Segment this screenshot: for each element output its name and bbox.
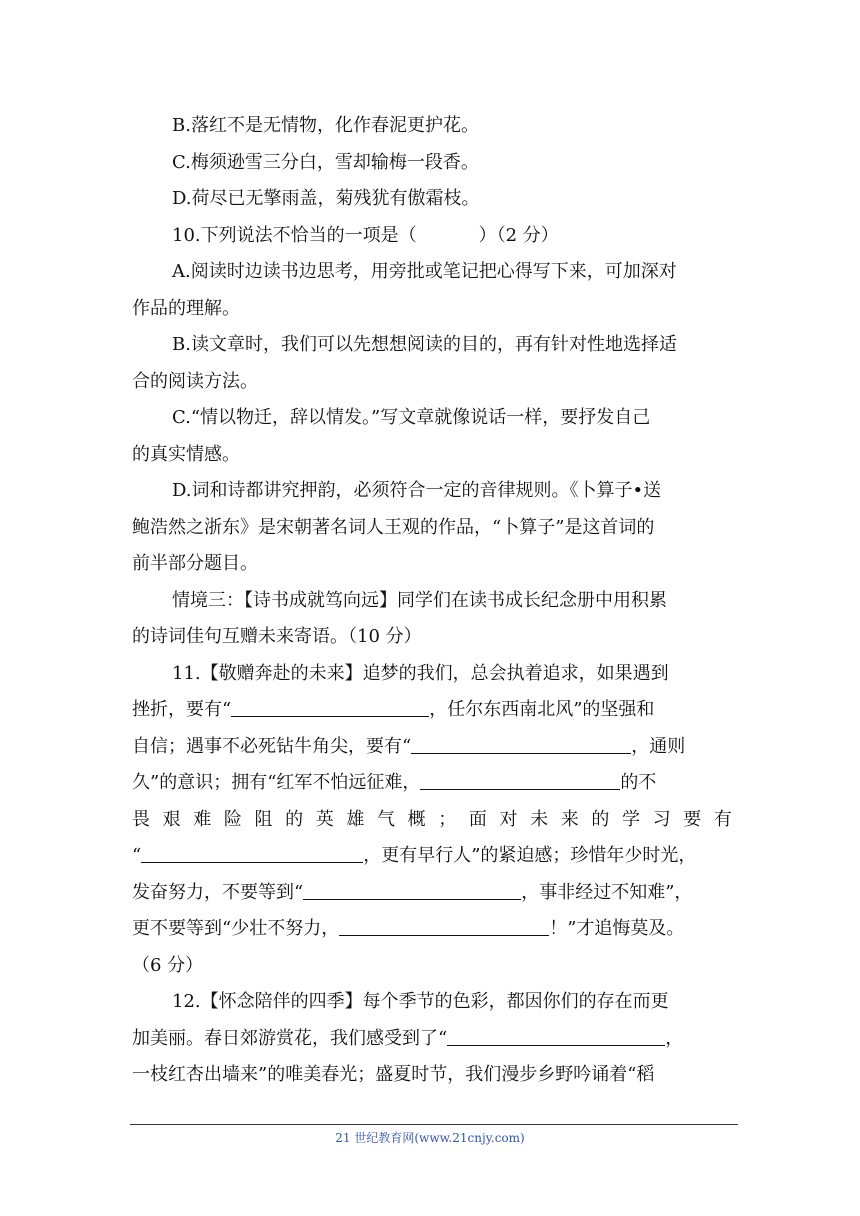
q11-line5-char: 有 (713, 808, 732, 830)
q11-line8 (132, 911, 732, 948)
q10-option-b-line2: 合的阅读方法。 (132, 370, 258, 392)
q11-line5 (132, 802, 732, 839)
q11-blank-2[interactable] (411, 731, 631, 754)
q11-line5-char: 气 (377, 808, 395, 830)
q11-line6-text-b: ，更有早行人”的紧迫感；珍惜年少时光， (363, 845, 697, 866)
scenario3-line1: 情境三：【诗书成就笃向远】同学们在读书成长纪念册中用积累 (172, 589, 667, 611)
q11-line8-text-b: ！”才追悔莫及。 (549, 918, 685, 939)
q12-line2-text-b: ， (665, 1027, 684, 1049)
q12-line2-text-a: 加美丽。春日郊游赏花，我们感受到了“ (132, 1027, 448, 1049)
q10-option-a-line2: 作品的理解。 (132, 297, 240, 319)
scenario3-line2: 的诗词佳句互赠未来寄语。（10 分） (132, 626, 422, 647)
q11-line5-char: 艰 (162, 808, 181, 830)
q10-option-d-line1: D.词和诗都讲究押韵，必须符合一定的音律规则。《卜算子•送 (172, 480, 662, 501)
q11-line8-text-a: 更不要等到“少壮不努力， (132, 918, 340, 939)
q12-blank-1[interactable] (447, 1023, 665, 1046)
q10-option-d-line2: 鲍浩然之浙东》是宋朝著名词人王观的作品，“卜算子”是这首词的 (132, 516, 655, 538)
q11-line4-text-b: 的不 (620, 772, 657, 793)
q11-line5-char: 的 (285, 808, 304, 830)
q11-line5-char: 英 (315, 808, 334, 830)
q9-option-b: B.落红不是无情物，化作春泥更护花。 (172, 115, 479, 136)
q11-blank-1[interactable] (231, 694, 429, 717)
q10-stem (132, 218, 732, 255)
q11-blank-4[interactable] (141, 840, 363, 863)
q11-line5-char: ； (438, 808, 457, 830)
q9-option-c: C.梅须逊雪三分白，雪却输梅一段香。 (172, 151, 479, 173)
q11-line6-text-a: “ (132, 845, 142, 866)
q11-line3-text-b: ，通则 (631, 735, 686, 757)
q11-blank-3[interactable] (420, 767, 620, 790)
q11-line6 (132, 838, 732, 875)
q11-blank-5[interactable] (303, 877, 521, 900)
q12-line2 (132, 1021, 732, 1058)
q11-line5-char: 未 (530, 808, 549, 830)
footer-source: 21 世纪教育网(www.21cnjy.com) (335, 1131, 525, 1145)
q11-line5-char: 雄 (346, 808, 365, 830)
q11-line4 (132, 765, 732, 802)
q11-line7-text-a: 发奋努力，不要等到“ (132, 881, 304, 903)
q10-option-d-line3: 前半部分题目。 (132, 553, 258, 574)
q11-line5-char: 畏 (132, 808, 150, 830)
q10-stem-text: 10.下列说法不恰当的一项是（ (172, 224, 417, 246)
q10-option-c-line2: 的真实情感。 (132, 443, 240, 465)
q11-line1: 11.【敬赠奔赴的未来】追梦的我们，总会执着追求，如果遇到 (172, 662, 669, 684)
q11-line5-char: 习 (652, 808, 671, 830)
q11-blank-6[interactable] (339, 913, 549, 936)
q11-score: （6 分） (132, 954, 204, 976)
q11-line2-text-a: 挫折，要有“ (132, 699, 232, 720)
q12-line3: 一枝红杏出墙来”的唯美春光；盛夏时节，我们漫步乡野吟诵着“稻 (132, 1064, 655, 1085)
q11-line2-text-b: ，任尔东西南北风”的坚强和 (429, 699, 655, 720)
q11-line7 (132, 875, 732, 912)
q11-line5-char: 来 (560, 808, 579, 830)
q11-line7-text-b: ，事非经过不知难”， (521, 881, 693, 903)
q10-option-b-line1: B.读文章时，我们可以先想想阅读的目的，再有针对性地选择适 (172, 334, 677, 355)
q11-line5-char: 要 (683, 808, 702, 830)
q11-line4-text-a: 久”的意识；拥有“红军不怕远征难， (132, 772, 421, 793)
q11-line5-char: 的 (591, 808, 610, 830)
q10-option-a-line1: A.阅读时边读书边思考，用旁批或笔记把心得写下来，可加深对 (172, 261, 677, 282)
q12-line1: 12.【怀念陪伴的四季】每个季节的色彩，都因你们的存在而更 (172, 991, 669, 1012)
q9-option-d: D.荷尽已无擎雨盖，菊残犹有傲霜枝。 (172, 188, 480, 209)
document-body (132, 108, 732, 1094)
q11-line5-char: 对 (499, 808, 518, 830)
q11-line5-char: 险 (223, 808, 242, 830)
q11-line5-char: 概 (407, 808, 426, 830)
q11-line3 (132, 729, 732, 766)
q11-line5-char: 面 (468, 808, 487, 830)
q10-score: ）（2 分） (478, 224, 559, 246)
q11-line2 (132, 692, 732, 729)
q11-line5-char: 难 (193, 808, 212, 830)
footer-divider (130, 1124, 738, 1125)
q11-line3-text-a: 自信；遇事不必死钻牛角尖，要有“ (132, 735, 412, 757)
q11-line5-char: 阻 (254, 808, 273, 830)
q10-option-c-line1: C.“情以物迁，辞以情发。”写文章就像说话一样，要抒发自己 (172, 407, 651, 428)
q11-line5-char: 学 (622, 808, 640, 830)
